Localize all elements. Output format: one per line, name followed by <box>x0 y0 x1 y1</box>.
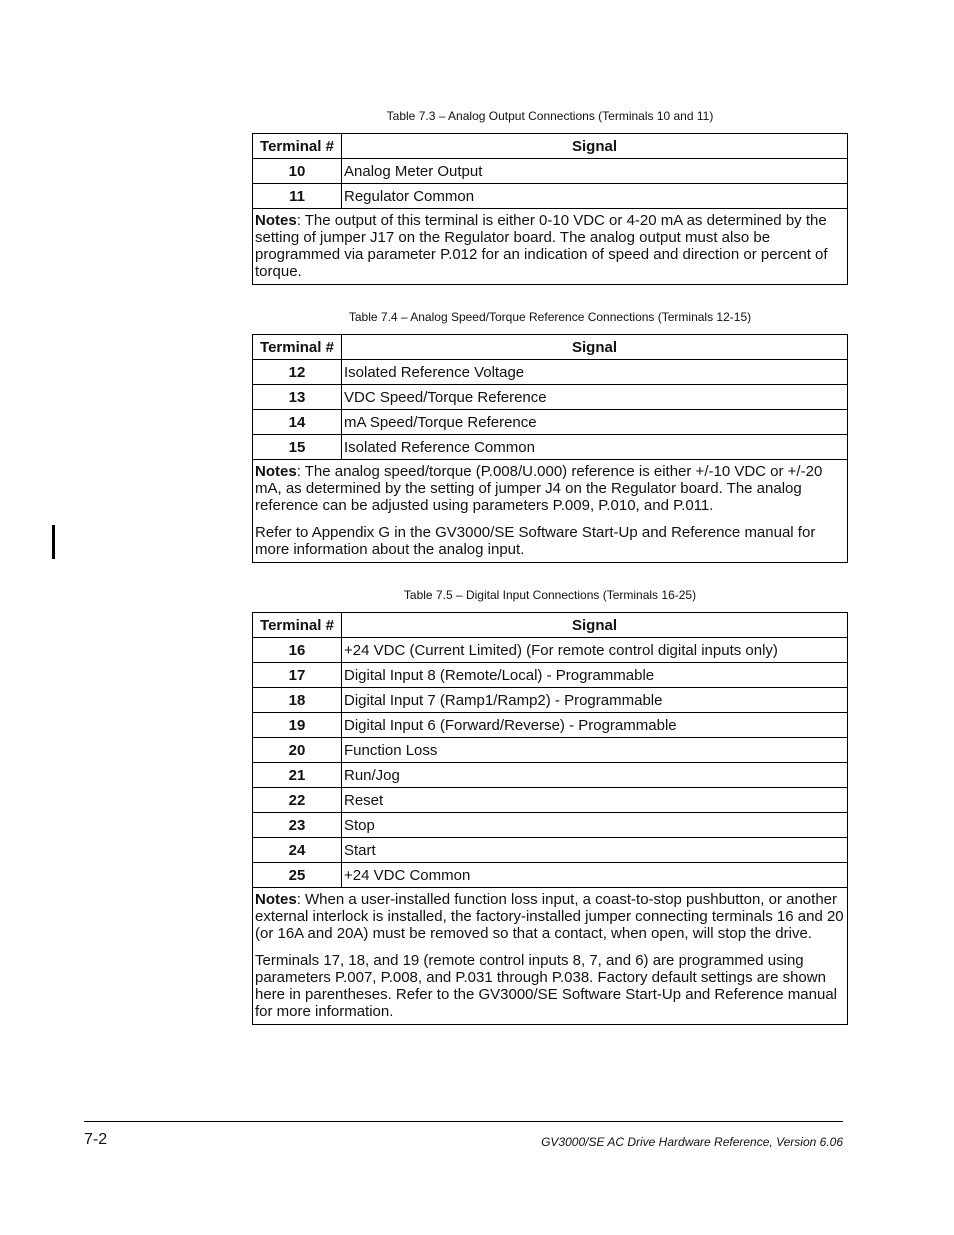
signal-cell: mA Speed/Torque Reference <box>342 410 848 435</box>
notes-label: Notes <box>255 212 297 229</box>
table-row <box>253 713 848 738</box>
terminal-cell: 13 <box>253 385 342 410</box>
table-row <box>253 863 848 888</box>
terminal-cell: 24 <box>253 838 342 863</box>
terminal-cell: 15 <box>253 435 342 460</box>
table-row <box>253 838 848 863</box>
table-header-row <box>253 335 848 360</box>
terminal-cell: 22 <box>253 788 342 813</box>
signal-cell: VDC Speed/Torque Reference <box>342 385 848 410</box>
terminal-cell: 14 <box>253 410 342 435</box>
notes-text: : The output of this terminal is either 0-10 VDC or 4-20 mA as determined by the setting of jumper J17 on the Regulator board. The analog output must also be programmed via parameter P.012 for an indication of speed and direction or percent of torque. <box>255 212 828 280</box>
terminal-cell: 18 <box>253 688 342 713</box>
notes-text: : The analog speed/torque (P.008/U.000) reference is either +/-10 VDC or +/-20 mA, as determined by the setting of jumper J4 on the Regulator board. The analog reference can be adjusted using parameters P.009, P.010, and P.011. <box>255 463 823 514</box>
notes-text: : When a user-installed function loss input, a coast-to-stop pushbutton, or another external interlock is installed, the factory-installed jumper connecting terminals 16 and 20 (or 16A and 20A) must be removed so that a contact, when open, will stop the drive. <box>255 891 844 942</box>
digital-input-table <box>252 612 848 1025</box>
terminal-cell: 19 <box>253 713 342 738</box>
table-row <box>253 360 848 385</box>
signal-cell: +24 VDC (Current Limited) (For remote control digital inputs only) <box>342 638 848 663</box>
table-row <box>253 435 848 460</box>
terminal-cell: 17 <box>253 663 342 688</box>
notes-paragraph <box>255 212 845 280</box>
table-header-row <box>253 134 848 159</box>
notes-row <box>253 888 848 1025</box>
notes-paragraph <box>255 463 845 514</box>
signal-cell: Digital Input 7 (Ramp1/Ramp2) - Programmable <box>342 688 848 713</box>
signal-cell: +24 VDC Common <box>342 863 848 888</box>
table-row <box>253 184 848 209</box>
signal-cell: Start <box>342 838 848 863</box>
table-row <box>253 788 848 813</box>
signal-cell: Isolated Reference Common <box>342 435 848 460</box>
notes-paragraph: Terminals 17, 18, and 19 (remote control inputs 8, 7, and 6) are programmed using parameters P.007, P.008, and P.031 through P.038. Factory default settings are shown here in parentheses. Refer to the GV3000/SE Software Start-Up and Reference manual for more information. <box>255 952 837 1020</box>
table-row <box>253 688 848 713</box>
notes-label: Notes <box>255 463 297 480</box>
notes-paragraph: Refer to Appendix G in the GV3000/SE Software Start-Up and Reference manual for more information about the analog input. <box>255 524 816 558</box>
notes-label: Notes <box>255 891 297 908</box>
analog-reference-table <box>252 334 848 563</box>
signal-cell: Function Loss <box>342 738 848 763</box>
table-row <box>253 385 848 410</box>
table-row <box>253 663 848 688</box>
signal-cell: Run/Jog <box>342 763 848 788</box>
notes-row <box>253 460 848 563</box>
notes-row <box>253 209 848 285</box>
table-header-row <box>253 613 848 638</box>
analog-output-table <box>252 133 848 285</box>
notes-paragraph <box>255 891 845 942</box>
signal-column-header: Signal <box>342 335 848 360</box>
notes-cell <box>253 460 848 563</box>
signal-cell: Reset <box>342 788 848 813</box>
table-row <box>253 410 848 435</box>
terminal-cell: 21 <box>253 763 342 788</box>
table-caption: Table 7.3 – Analog Output Connections (Terminals 10 and 11) <box>386 109 714 123</box>
terminal-cell: 10 <box>253 159 342 184</box>
terminal-column-header: Terminal # <box>253 134 342 159</box>
table-caption: Table 7.4 – Analog Speed/Torque Reference Connections (Terminals 12-15) <box>348 310 752 324</box>
table-caption: Table 7.5 – Digital Input Connections (Terminals 16-25) <box>403 588 697 602</box>
signal-cell: Stop <box>342 813 848 838</box>
terminal-cell: 25 <box>253 863 342 888</box>
footer-rule <box>84 1121 843 1122</box>
signal-column-header: Signal <box>342 134 848 159</box>
terminal-cell: 20 <box>253 738 342 763</box>
signal-cell: Digital Input 8 (Remote/Local) - Programmable <box>342 663 848 688</box>
table-row <box>253 763 848 788</box>
notes-cell <box>253 209 848 285</box>
terminal-cell: 16 <box>253 638 342 663</box>
signal-cell: Regulator Common <box>342 184 848 209</box>
page-number: 7-2 <box>84 1131 108 1148</box>
terminal-cell: 12 <box>253 360 342 385</box>
signal-cell: Analog Meter Output <box>342 159 848 184</box>
terminal-cell: 23 <box>253 813 342 838</box>
table-row <box>253 813 848 838</box>
terminal-column-header: Terminal # <box>253 335 342 360</box>
table-row <box>253 638 848 663</box>
terminal-column-header: Terminal # <box>253 613 342 638</box>
terminal-cell: 11 <box>253 184 342 209</box>
table-row <box>253 738 848 763</box>
signal-cell: Digital Input 6 (Forward/Reverse) - Programmable <box>342 713 848 738</box>
document-title: GV3000/SE AC Drive Hardware Reference, Version 6.06 <box>541 1135 843 1149</box>
table-row <box>253 159 848 184</box>
signal-cell: Isolated Reference Voltage <box>342 360 848 385</box>
change-bar <box>52 525 55 559</box>
signal-column-header: Signal <box>342 613 848 638</box>
notes-cell <box>253 888 848 1025</box>
